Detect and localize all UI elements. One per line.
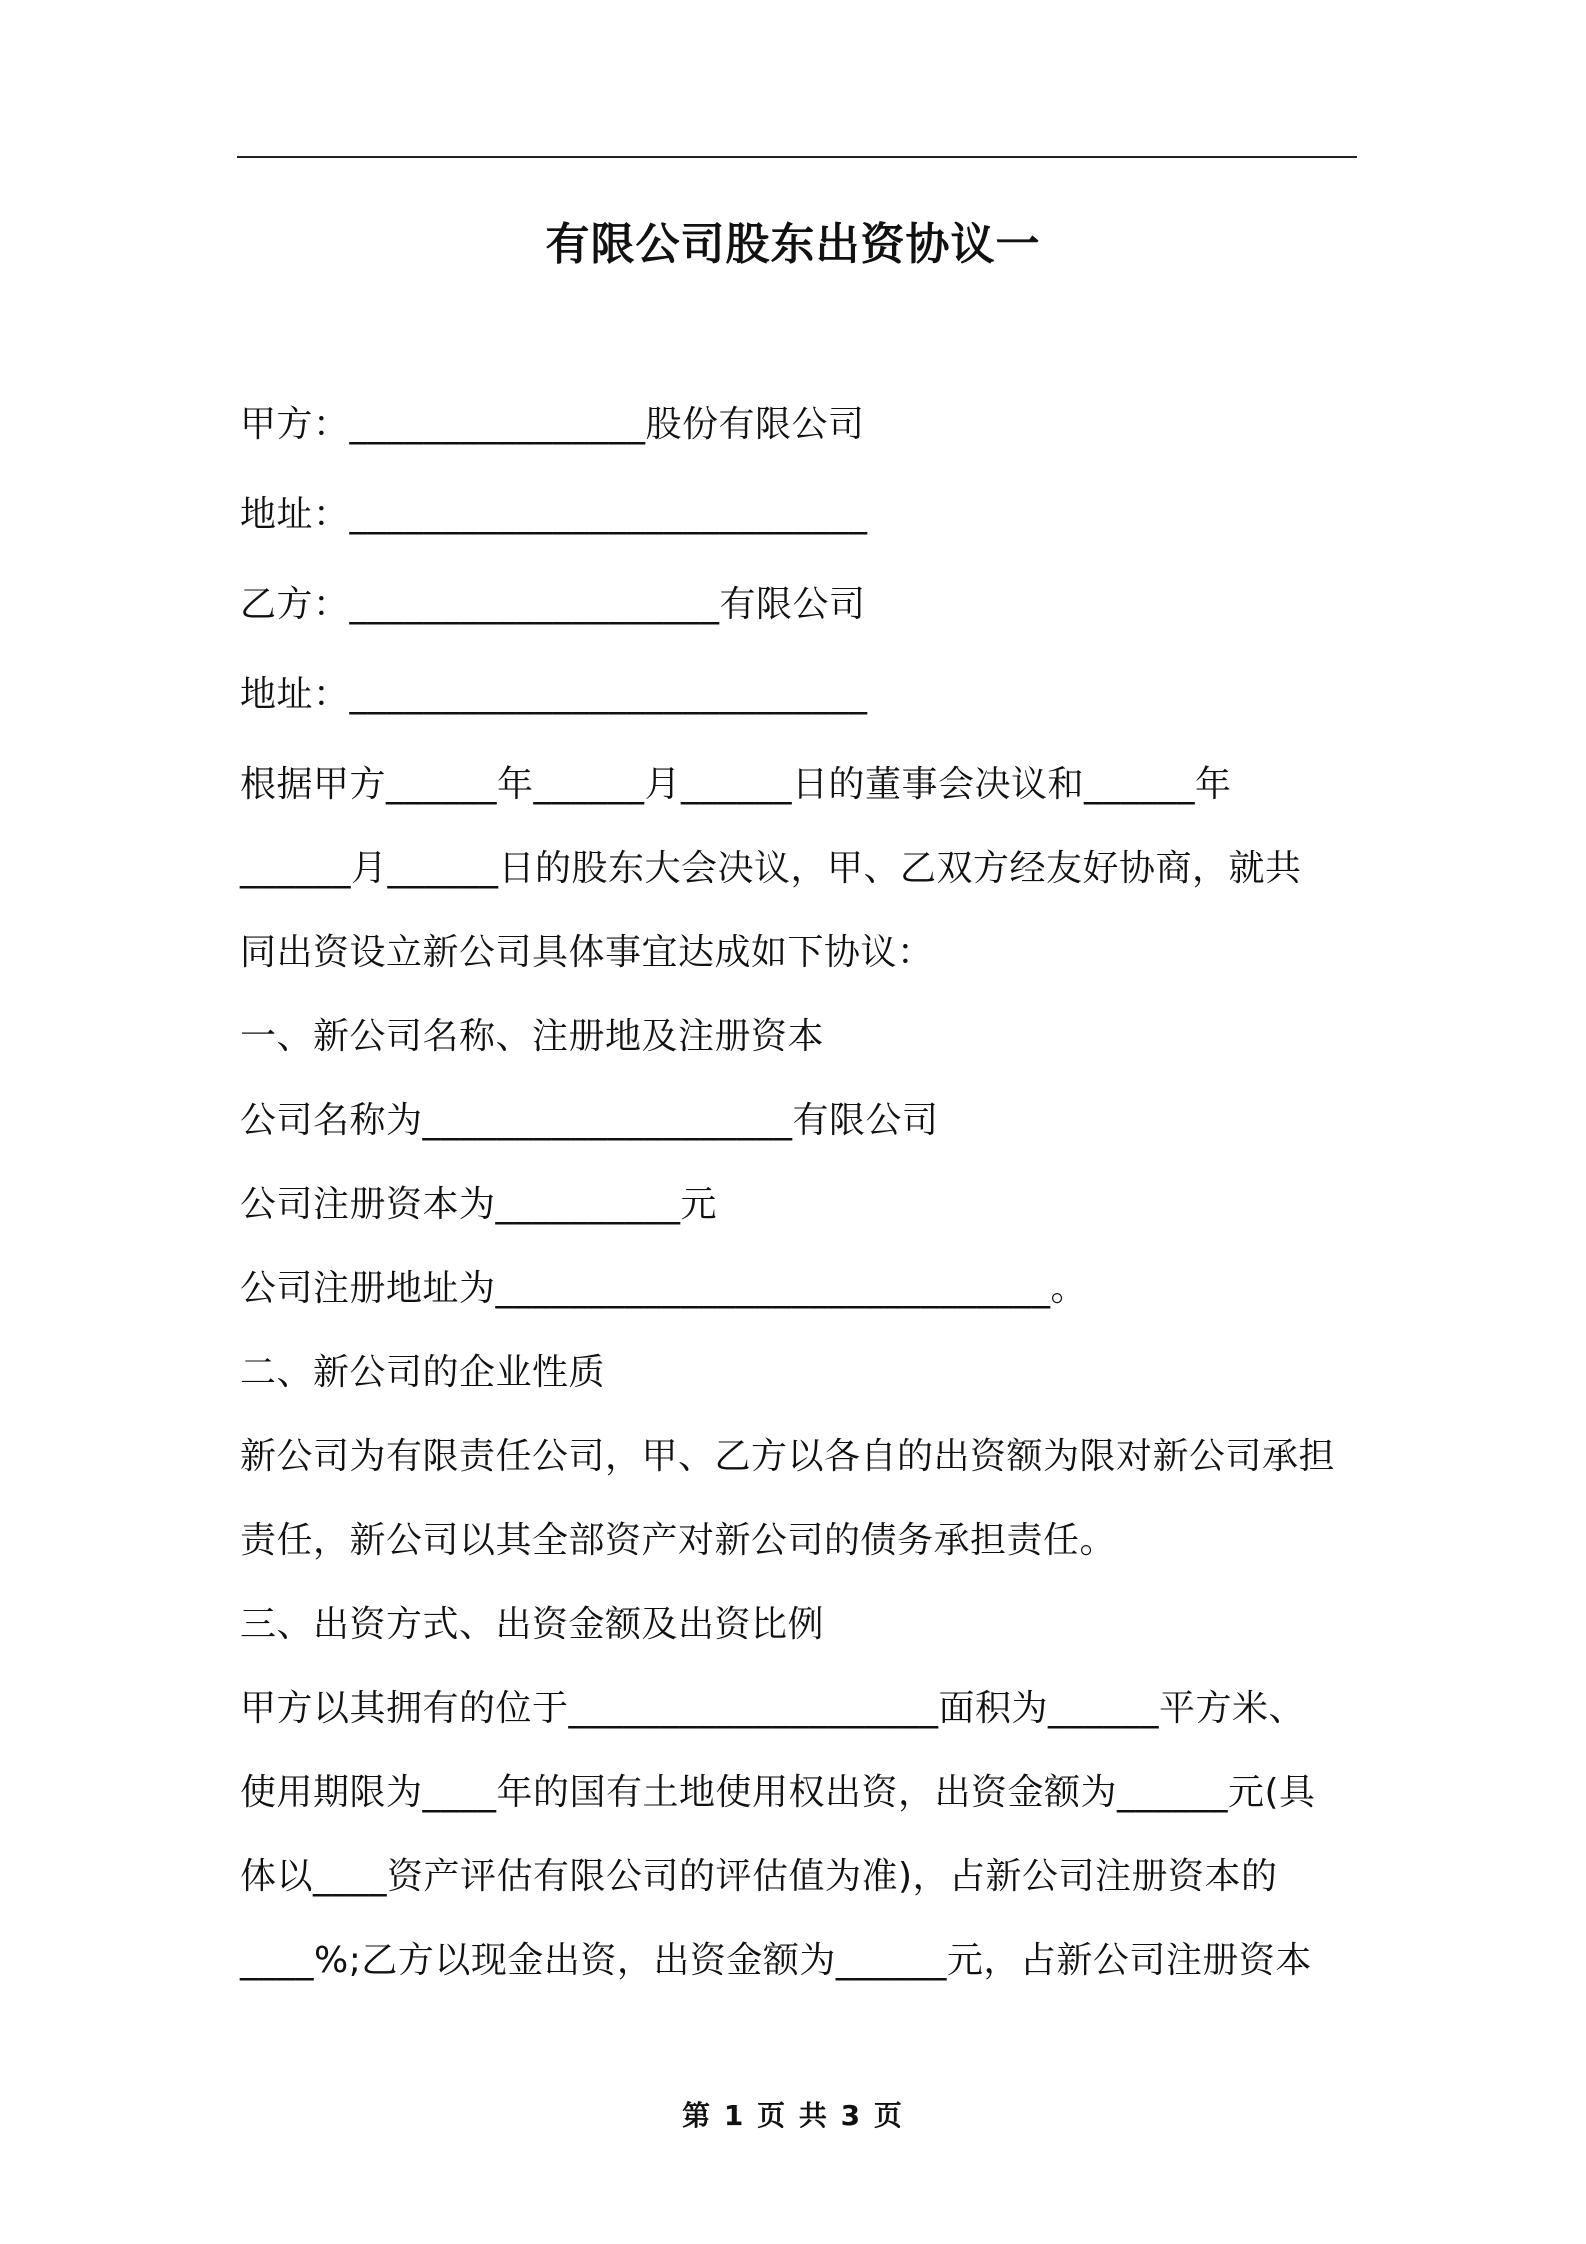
section-heading-3: 三、出资方式、出资金额及出资比例 (240, 1604, 825, 1645)
paragraph-line: 体以____资产评估有限公司的评估值为准)，占新公司注册资本的 (240, 1856, 1278, 1897)
paragraph-line: 同出资设立新公司具体事宜达成如下协议： (240, 932, 934, 973)
party-a-address-line: 地址：____________________________ (240, 494, 868, 535)
paragraph-line: 公司注册资本为__________元 (240, 1184, 718, 1225)
section-heading-1: 一、新公司名称、注册地及注册资本 (240, 1016, 825, 1057)
party-a-line: 甲方：________________股份有限公司 (240, 404, 865, 445)
party-b-address-line: 地址：____________________________ (240, 674, 868, 715)
header-rule (237, 156, 1357, 158)
paragraph-line: ____%;乙方以现金出资，出资金额为______元，占新公司注册资本 (240, 1940, 1312, 1981)
paragraph-line: 公司注册地址为______________________________。 (240, 1268, 1088, 1309)
document-body (240, 400, 1370, 2020)
document-title: 有限公司股东出资协议一 (545, 219, 1041, 270)
paragraph-line: 公司名称为____________________有限公司 (240, 1100, 939, 1141)
paragraph-line: 新公司为有限责任公司，甲、乙方以各自的出资额为限对新公司承担 (240, 1436, 1336, 1477)
paragraph-line: 使用期限为____年的国有土地使用权出资，出资金额为______元(具 (240, 1772, 1316, 1813)
section-heading-2: 二、新公司的企业性质 (240, 1352, 606, 1393)
paragraph-line: ______月______日的股东大会决议，甲、乙双方经友好协商，就共 (240, 848, 1302, 889)
party-b-line: 乙方：____________________有限公司 (240, 584, 866, 625)
paragraph-line: 根据甲方______年______月______日的董事会决议和______年 (240, 764, 1232, 805)
paragraph-line: 责任，新公司以其全部资产对新公司的债务承担责任。 (240, 1520, 1117, 1561)
page-number-footer: 第 1 页 共 3 页 (682, 2099, 904, 2132)
paragraph-line: 甲方以其拥有的位于____________________面积为______平方米、 (240, 1688, 1306, 1729)
